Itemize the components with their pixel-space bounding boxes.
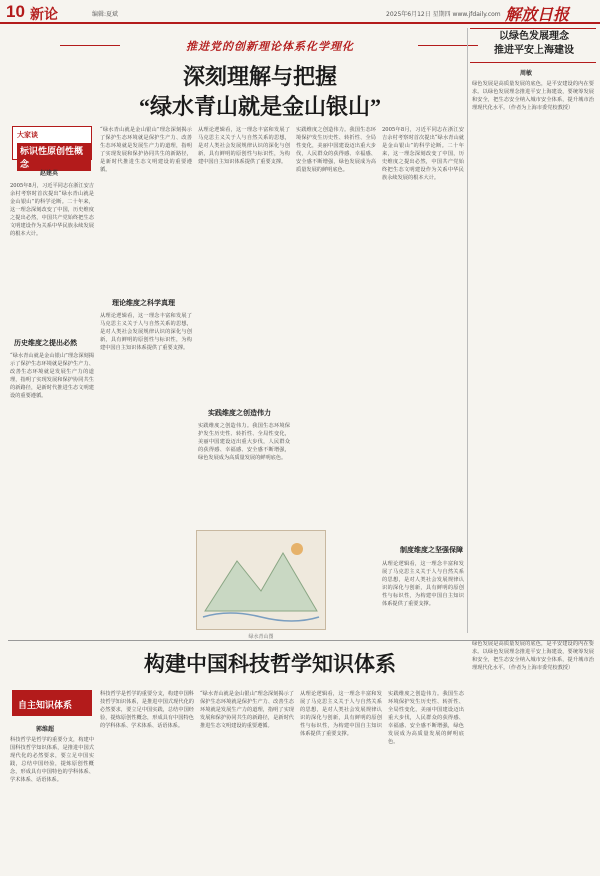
date-line: 2025年6月12日 星期四 www.jfdaily.com — [386, 11, 501, 18]
right-article-title: 以绿色发展理念 推进平安上海建设 — [494, 31, 574, 56]
subhead-practice: 实践维度之创造伟力 — [208, 409, 271, 417]
subhead-history: 历史维度之提出必然 — [14, 339, 77, 347]
body-column-3: 从理论逻辑看，这一理念丰富和发展了马克思主义关于人与自然关系的思想，是对人类社会发展规律认识的深化与创新，具有鲜明的原创性与标识性，为构建中国自主知识体系提供了重要支撑。 — [198, 127, 290, 165]
mountain-water-icon — [197, 531, 325, 629]
bottom-badge — [12, 690, 92, 716]
body-column-2b: 从理论逻辑看，这一理念丰富和发展了马克思主义关于人与自然关系的思想，是对人类社会发展规律认识的深化与创新，具有鲜明的原创性与标识性，为构建中国自主知识体系提供了重要支撑。 — [100, 313, 192, 351]
page-number: 10 — [6, 2, 25, 21]
bottom-headline: 构建中国科技哲学知识体系 — [144, 652, 396, 676]
bottom-col-3: “绿水青山就是金山银山”理念深刻揭示了保护生态环境就是保护生产力、改善生态环境就是发展生产力的道理，指明了实现发展和保护协同共生的新路径，是新时代推进生态文明建设的重要遵循。 — [200, 691, 294, 729]
article-byline: 赵建英 — [40, 170, 59, 177]
body-column-3b: 实践维度之创造伟力。我国生态环境保护发生历史性、转折性、全局性变化，美丽中国建设迈出重大步伐，人民群众的获得感、幸福感、安全感不断增强，绿色发展成为高质量发展的鲜明底色。 — [198, 423, 290, 461]
bottom-col-4: 从理论逻辑看，这一理念丰富和发展了马克思主义关于人与自然关系的思想，是对人类社会发展规律认识的深化与创新，具有鲜明的原创性与标识性，为构建中国自主知识体系提供了重要支撑。 — [300, 691, 382, 737]
badge-tag: 大家谈 — [17, 131, 38, 139]
side-badge — [12, 126, 92, 170]
body-column-5b: 从理论逻辑看，这一理念丰富和发展了马克思主义关于人与自然关系的思想，是对人类社会发展规律认识的深化与创新，具有鲜明的原创性与标识性，为构建中国自主知识体系提供了重要支撑。 — [382, 561, 464, 607]
bottom-col-6: 绿色发展是高质量发展的底色，是平安建设的内在要求。以绿色发展理念推进平安上海建设，要统筹发展和安全，把生态安全纳入城市安全体系，提升城市治理现代化水平。（作者为上海市委党校教授） — [472, 641, 594, 671]
body-column-5: 2005年8月，习近平同志在浙江安吉余村考察时首次提出“绿水青山就是金山银山”的科学论断。二十年来，这一理念深刻改变了中国，历史维度之提出必然，中国共产党始终把生态文明建设作为关系中华民族永续发展的根本大计。 — [382, 127, 464, 181]
body-column-1: 2005年8月，习近平同志在浙江安吉余村考察时首次提出“绿水青山就是金山银山”的科学论断。二十年来，这一理念深刻改变了中国，历史维度之提出必然，中国共产党始终把生态文明建设作为关系中华民族永续发展的根本大计。 — [10, 183, 94, 237]
right-body: 绿色发展是高质量发展的底色，是平安建设的内在要求。以绿色发展理念推进平安上海建设，要统筹发展和安全，把生态安全纳入城市安全体系，提升城市治理现代化水平。（作者为上海市委党校教授） — [472, 81, 594, 111]
right-rule-top — [470, 28, 596, 29]
editor-line: 编辑:夏斌 — [92, 11, 119, 18]
newspaper-logo: 解放日报 — [505, 7, 570, 24]
subhead-theory: 理论维度之科学真理 — [112, 299, 175, 307]
body-column-4: 实践维度之创造伟力。我国生态环境保护发生历史性、转折性、全局性变化，美丽中国建设迈出重大步伐，人民群众的获得感、幸福感、安全感不断增强，绿色发展成为高质量发展的鲜明底色。 — [296, 127, 376, 173]
section-name: 新论 — [30, 8, 58, 23]
ornament-illustration — [196, 530, 326, 630]
banner-rule-right — [418, 45, 478, 46]
bottom-col-1: 科技哲学是哲学的重要分支，构建中国科技哲学知识体系，是推进中国式现代化的必然要求，要立足中国实践，总结中国经验，提炼原创性概念，形成具有中国特色的学科体系、学术体系、话语体系。 — [10, 737, 94, 783]
body-column-2: “绿水青山就是金山银山”理念深刻揭示了保护生态环境就是保护生产力、改善生态环境就是发展生产力的道理，指明了实现发展和保护协同共生的新路径，是新时代推进生态文明建设的重要遵循。 — [100, 127, 192, 173]
body-column-1b: “绿水青山就是金山银山”理念深刻揭示了保护生态环境就是保护生产力、改善生态环境就是发展生产力的道理，指明了实现发展和保护协同共生的新路径，是新时代推进生态文明建设的重要遵循。 — [10, 353, 94, 399]
bottom-col-2: 科技哲学是哲学的重要分支，构建中国科技哲学知识体系，是推进中国式现代化的必然要求，要立足中国实践，总结中国经验，提炼原创性概念，形成具有中国特色的学科体系、学术体系、话语体系。 — [100, 691, 194, 729]
bottom-col-5: 实践维度之创造伟力。我国生态环境保护发生历史性、转折性、全局性变化，美丽中国建设迈出重大步伐，人民群众的获得感、幸福感、安全感不断增强，绿色发展成为高质量发展的鲜明底色。 — [388, 691, 464, 745]
badge-title: 标识性原创性概念 — [17, 143, 91, 171]
column-divider — [467, 28, 468, 633]
right-byline: 周敏 — [520, 70, 533, 77]
article-headline: 深刻理解与把握 “绿水青山就是金山银山” — [138, 64, 381, 119]
bottom-byline: 郭维超 — [36, 726, 55, 733]
right-rule-bottom — [470, 62, 596, 63]
column-banner: 推进党的创新理论体系化学理化 — [186, 40, 354, 53]
bottom-badge-label: 自主知识体系 — [18, 701, 73, 711]
ornament-caption: 绿水青山图 — [248, 634, 274, 640]
subhead-system: 制度维度之坚强保障 — [400, 546, 463, 554]
